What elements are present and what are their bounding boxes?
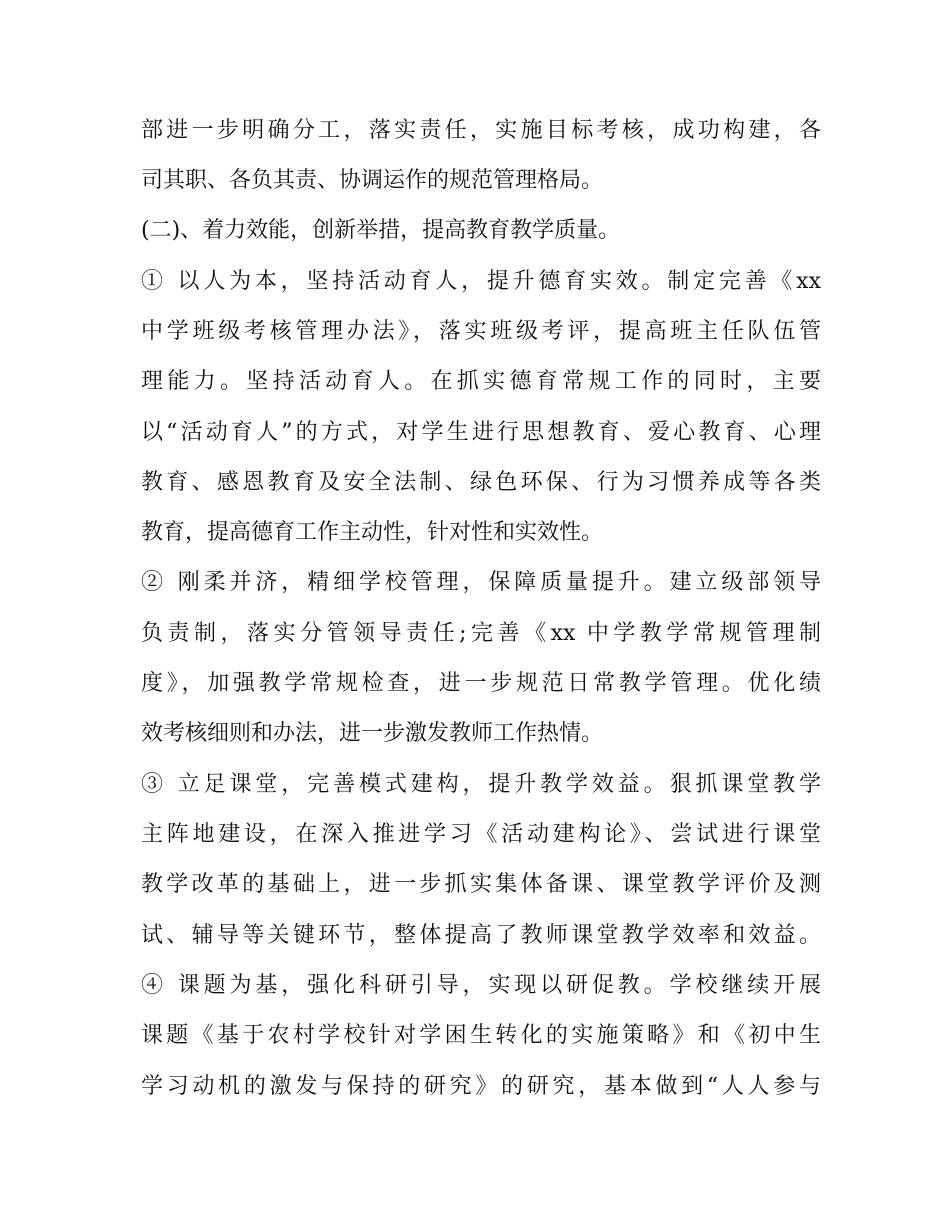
text-line: ③ 立足课堂，完善模式建构，提升教学效益。狠抓课堂教学 xyxy=(141,772,821,797)
text-line: 部进一步明确分工，落实责任，实施目标考核，成功构建，各 xyxy=(141,118,821,143)
text-line: 负责制，落实分管领导责任;完善《xx 中学教学常规管理制 xyxy=(141,621,821,646)
text-line: 司其职、各负其责、协调运作的规范管理格局。 xyxy=(141,168,604,193)
text-line: 度》，加强教学常规检查，进一步规范日常教学管理。优化绩 xyxy=(141,671,821,696)
text-line: ① 以人为本，坚持活动育人，提升德育实效。制定完善《xx xyxy=(141,269,821,294)
text-line: ② 刚柔并济，精细学校管理，保障质量提升。建立级部领导 xyxy=(141,570,821,595)
text-line: 中学班级考核管理办法》，落实班级考评，提高班主任队伍管 xyxy=(141,319,821,344)
text-line: 主阵地建设，在深入推进学习《活动建构论》、尝试进行课堂 xyxy=(141,822,821,847)
text-line: 试、辅导等关键环节，整体提高了教师课堂教学效率和效益。 xyxy=(141,923,821,948)
text-line: 以“活动育人”的方式，对学生进行思想教育、爱心教育、心理 xyxy=(141,420,821,445)
text-line: 教育、感恩教育及安全法制、绿色环保、行为习惯养成等各类 xyxy=(141,470,821,495)
text-line: 学习动机的激发与保持的研究》的研究，基本做到“人人参与 xyxy=(141,1074,821,1099)
text-line: (二)、着力效能，创新举措，提高教育教学质量。 xyxy=(141,218,621,243)
text-line: 教学改革的基础上，进一步抓实集体备课、课堂教学评价及测 xyxy=(141,872,821,897)
text-line: 效考核细则和办法，进一步激发教师工作热情。 xyxy=(141,721,604,746)
text-line: ④ 课题为基，强化科研引导，实现以研促教。学校继续开展 xyxy=(141,973,821,998)
text-line: 课题《基于农村学校针对学困生转化的实施策略》和《初中生 xyxy=(141,1023,821,1048)
text-line: 教育，提高德育工作主动性，针对性和实效性。 xyxy=(141,520,604,545)
text-line: 理能力。坚持活动育人。在抓实德育常规工作的同时，主要 xyxy=(141,369,821,394)
